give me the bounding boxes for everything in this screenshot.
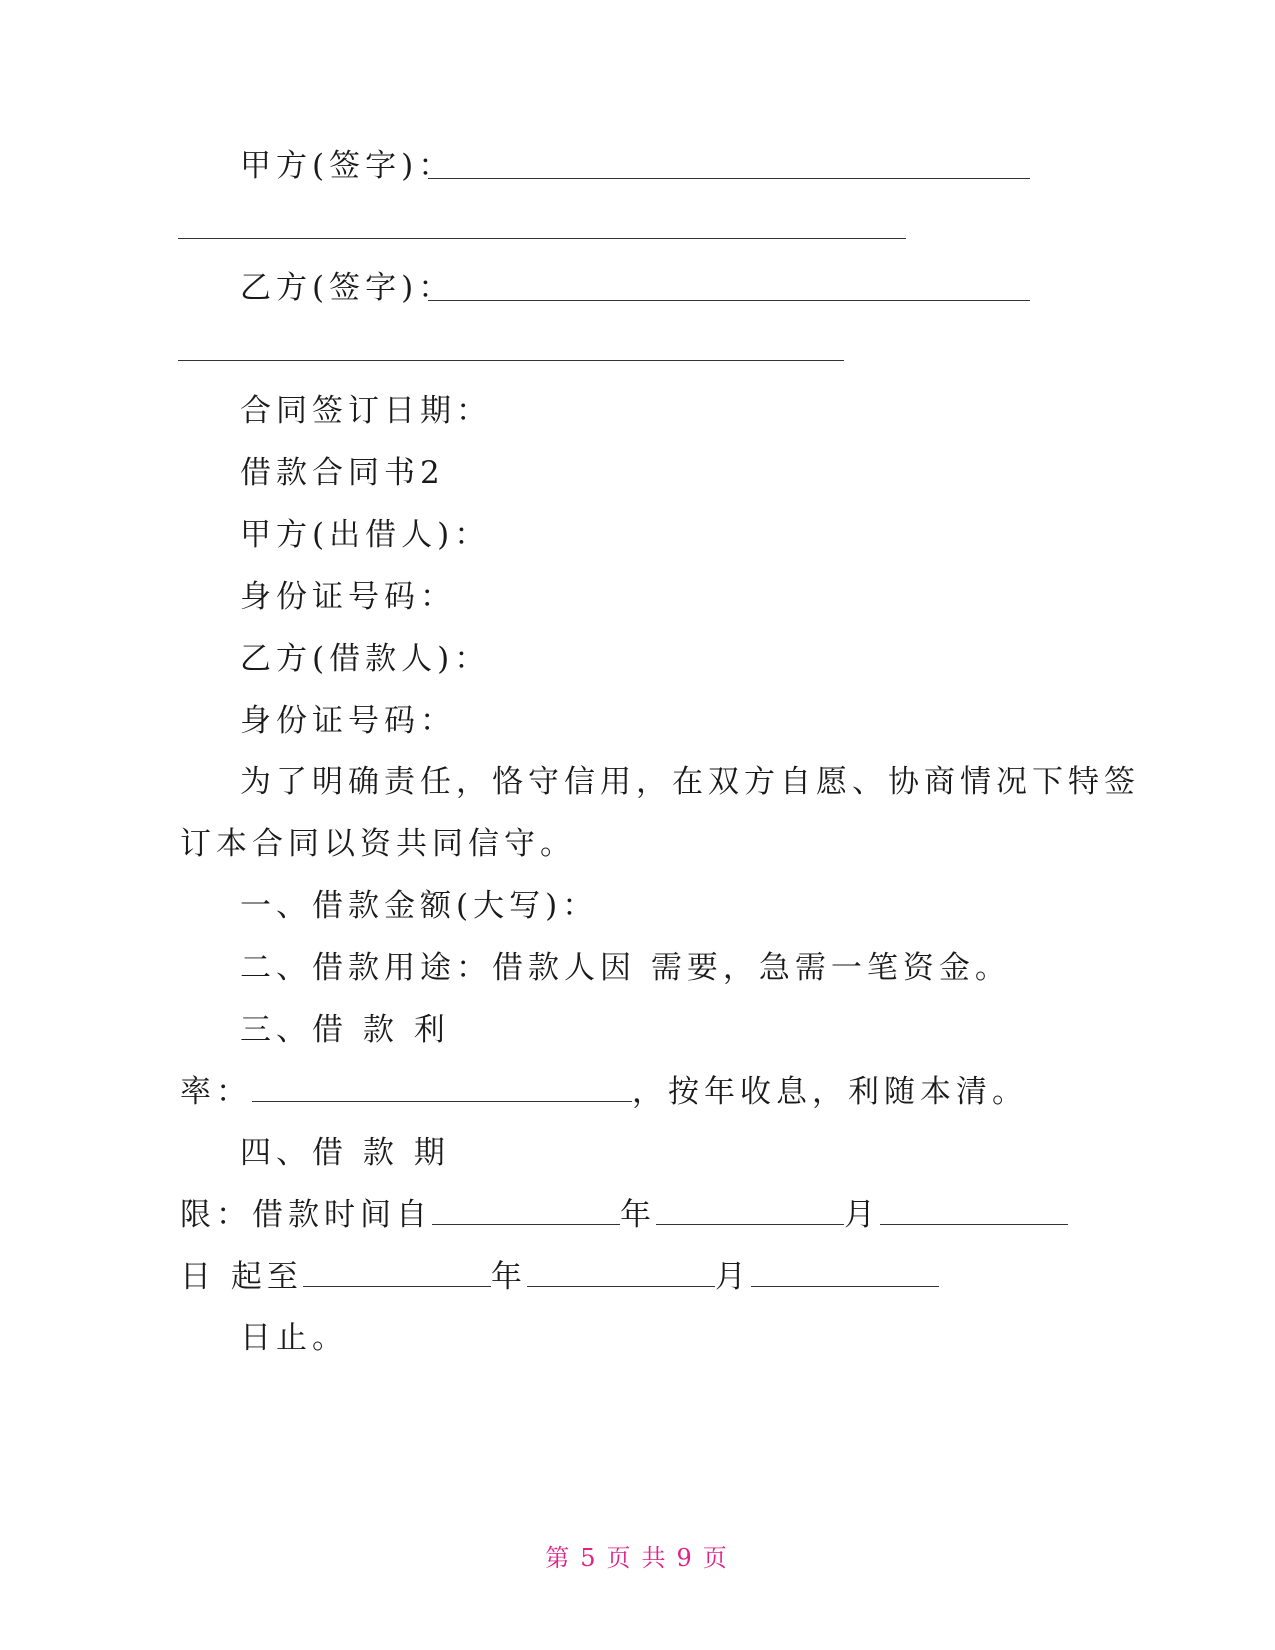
clause-loan-term-start: 限：借款时间自 年 月 [180,1195,1068,1235]
start-day-blank[interactable] [880,1200,1068,1225]
borrower-id-label: 身份证号码： [240,703,456,739]
clause-loan-purpose: 二、借款用途：借款人因 需要，急需一笔资金。 [240,950,1011,986]
clause-interest-rate-line: 率： ，按年收息，利随本清。 [180,1074,1028,1110]
sign-date-label: 合同签订日期： [240,393,492,429]
intro-paragraph-line-2: 订本合同以资共同信守。 [180,826,576,862]
end-month-blank[interactable] [527,1262,715,1287]
end-year-blank[interactable] [303,1262,491,1287]
clause-loan-term-end: 日 起至 年 月 [180,1257,939,1297]
interest-rate-blank[interactable] [252,1077,632,1102]
party-b-signature-line[interactable] [428,300,1030,301]
intro-paragraph-line-1: 为了明确责任，恪守信用，在双方自愿、协商情况下特签 [240,764,1140,800]
party-a-signature-label: 甲方(签字)： [240,148,455,184]
lender-id-label: 身份证号码： [240,579,456,615]
start-month-blank[interactable] [656,1200,844,1225]
party-b-signature-line-cont[interactable] [178,360,844,361]
borrower-label: 乙方(借款人)： [240,641,491,677]
clause-loan-term-close: 日止。 [240,1320,348,1356]
lender-label: 甲方(出借人)： [240,517,491,553]
party-a-signature-line[interactable] [428,178,1030,179]
clause-interest-rate-heading: 三、借 款 利 [240,1012,450,1048]
current-page-number: 5 [580,1544,599,1572]
party-b-signature-label: 乙方(签字)： [240,270,455,306]
clause-loan-amount: 一、借款金额(大写)： [240,888,599,924]
start-year-blank[interactable] [432,1200,620,1225]
clause-loan-term-heading: 四、借 款 期 [240,1135,450,1171]
party-a-signature-line-cont[interactable] [178,238,906,239]
page-footer: 第 5 页 共 9 页 [545,1544,730,1572]
total-page-number: 9 [676,1544,695,1572]
contract-title: 借款合同书2 [240,455,445,491]
end-day-blank[interactable] [751,1262,939,1287]
